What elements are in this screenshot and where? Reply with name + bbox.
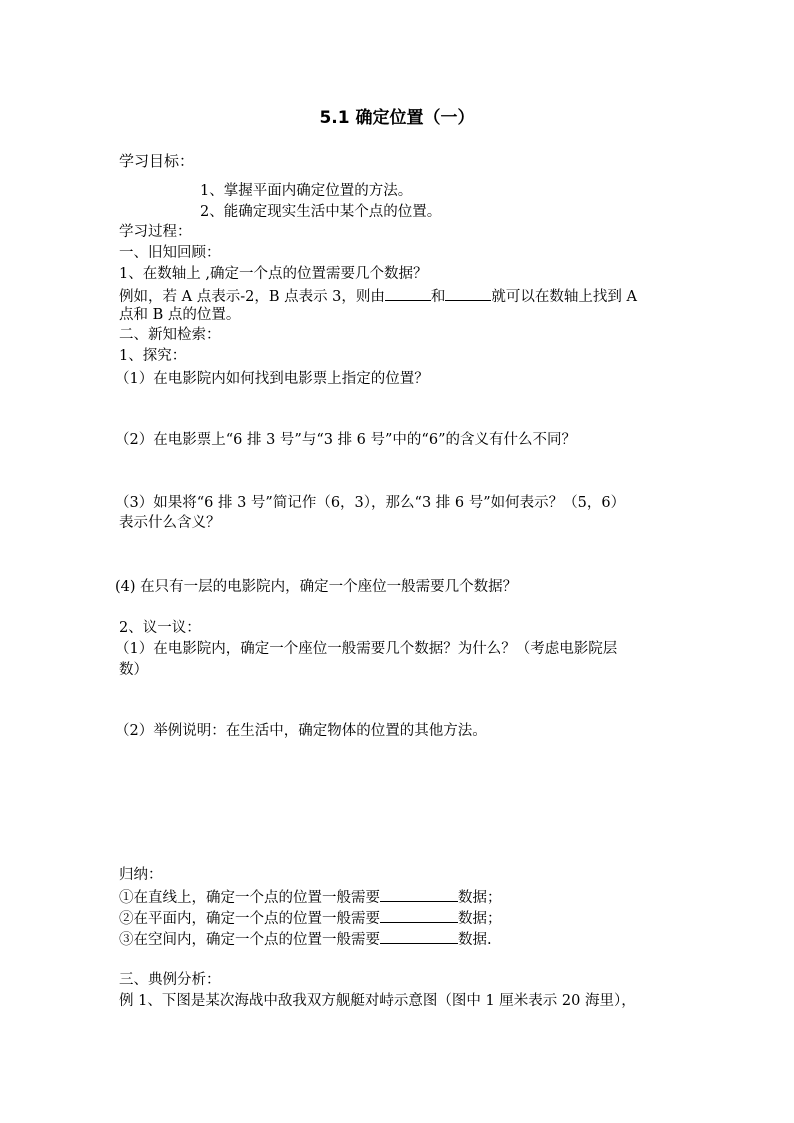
summary-item-2-text: ②在平面内，确定一个点的位置一般需要 — [119, 911, 380, 927]
review-heading: 一、旧知回顾： — [119, 245, 221, 261]
example-text-a: 例如，若 A 点表示-2，B 点表示 3，则由 — [119, 289, 385, 305]
summary-item-3-text: ③在空间内，确定一个点的位置一般需要 — [119, 932, 380, 948]
explore-question-3-line-1: （3）如果将“6 排 3 号”简记作（6，3），那么“3 排 6 号”如何表示？（5，6） — [115, 495, 626, 511]
discuss-heading: 2、议一议： — [119, 620, 201, 636]
answer-blank-2[interactable] — [445, 286, 491, 301]
summary-item-2 — [119, 908, 502, 928]
summary-item-3 — [119, 929, 492, 949]
explore-question-1: （1）在电影院内如何找到电影票上指定的位置？ — [115, 371, 429, 387]
objective-item-2: 2、能确定现实生活中某个点的位置。 — [200, 204, 442, 220]
examples-heading: 三、典例分析： — [119, 972, 221, 988]
explore-question-4: (4) 在只有一层的电影院内，确定一个座位一般需要几个数据？ — [115, 579, 518, 595]
example-text-b: 就可以在数轴上找到 A — [491, 289, 638, 305]
summary-item-2-suffix: 数据； — [458, 911, 502, 927]
discuss-question-2: （2）举例说明：在生活中，确定物体的位置的其他方法。 — [115, 723, 487, 739]
summary-item-3-suffix: 数据. — [458, 932, 492, 948]
discuss-question-1-line-2: 数） — [119, 662, 148, 678]
discuss-question-1-line-1: （1）在电影院内，确定一个座位一般需要几个数据？为什么？（考虑电影院层 — [115, 641, 618, 657]
page-title: 5.1 确定位置（一） — [319, 108, 475, 128]
summary-item-1-suffix: 数据； — [458, 890, 502, 906]
explore-heading: 1、探究： — [119, 348, 187, 364]
answer-blank-1[interactable] — [385, 286, 431, 301]
summary-blank-1[interactable] — [380, 887, 458, 902]
new-heading: 二、新知检索： — [119, 327, 221, 343]
objectives-heading: 学习目标： — [119, 152, 195, 170]
review-example-line — [119, 286, 637, 306]
review-question-1: 1、在数轴上 ,确定一个点的位置需要几个数据？ — [119, 266, 428, 282]
summary-heading: 归纳： — [119, 867, 163, 883]
process-heading: 学习过程： — [119, 224, 192, 240]
example-text-and: 和 — [430, 289, 446, 305]
explore-question-2: （2）在电影票上“6 排 3 号”与“3 排 6 号”中的“6”的含义有什么不同？ — [115, 432, 576, 448]
explore-question-3-line-2: 表示什么含义？ — [119, 515, 221, 531]
review-example-line-2: 点和 B 点的位置。 — [119, 307, 241, 323]
objective-item-1: 1、掌握平面内确定位置的方法。 — [200, 183, 413, 199]
summary-item-1 — [119, 887, 502, 907]
summary-blank-2[interactable] — [380, 908, 458, 923]
summary-item-1-text: ①在直线上，确定一个点的位置一般需要 — [119, 890, 380, 906]
example-1-text: 例 1、下图是某次海战中敌我双方舰艇对峙示意图（图中 1 厘米表示 20 海里）， — [119, 993, 636, 1009]
summary-blank-3[interactable] — [380, 929, 458, 944]
